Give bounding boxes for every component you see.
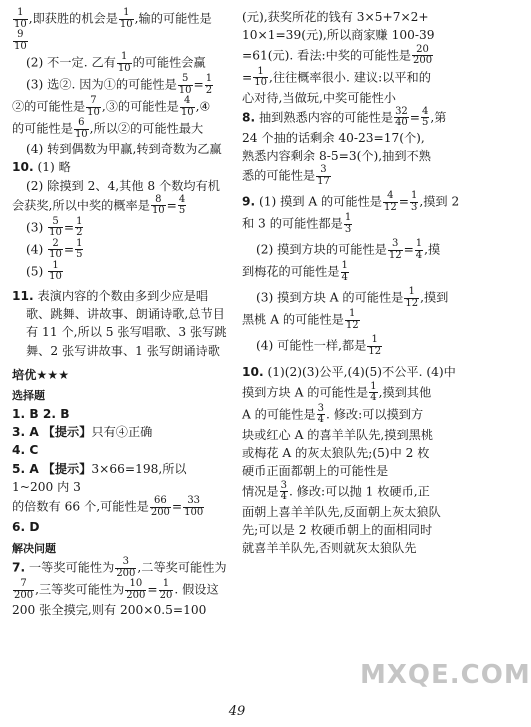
answer-6-part-3: (3) 选②. 因为①的可能性是 $\frac{5}{10}$ = $\frac{1}{2}$: [26, 73, 213, 96]
answer-6-part-2: (2) 不一定. 乙有 $\frac{1}{10}$ 的可能性会赢: [26, 51, 206, 74]
answer-10-right-7: 情况是 $\frac{3}{4}$ . 修改:可以抛 1 枚硬币,正: [242, 479, 430, 503]
answer-6-part-3-end: 的可能性是 $\frac{6}{10}$ ,所以②的可能性最大: [12, 117, 204, 140]
answer-5: 5. A 【提示】3×66=198,所以 1~200 内 3: [12, 461, 187, 495]
answer-10-right-2: 摸到方块 A 的可能性是 $\frac{1}{4}$ ,摸到其他: [242, 380, 432, 404]
hint-tag: 【提示】: [42, 461, 92, 476]
answer-7-right-1: (元),获奖所花的钱有 3×5+7×2+: [242, 10, 429, 24]
fraction: $\frac{1}{10}$: [117, 51, 131, 74]
answer-9-part-4: (4) 可能性一样,都是 $\frac{1}{12}$: [256, 334, 382, 357]
fraction: $\frac{1}{2}$: [205, 73, 213, 96]
answer-10-right-6: 硬币正面都朝上的可能性是: [242, 464, 389, 479]
answer-7-cont: $\frac{7}{200}$ ,三等奖可能性为 $\frac{10}{200}$ = $\frac{1}{20}$ . 假设这: [14, 578, 219, 601]
answer-10-right-3: A 的可能性是 $\frac{3}{4}$ . 修改:可以摸到方: [242, 402, 424, 426]
fraction: $\frac{3}{4}$: [317, 402, 324, 426]
answer-6: 6. D: [12, 520, 40, 535]
answer-8: 8. 抽到熟悉内容的可能性是 $\frac{32}{40}$ = $\frac{4}{5}$ ,第: [242, 105, 447, 129]
fraction: $\frac{1}{10}$: [119, 7, 133, 30]
fraction: $\frac{33}{100}$: [184, 495, 204, 518]
question-number: 9.: [242, 194, 256, 209]
fraction: $\frac{4}{5}$: [422, 105, 429, 129]
fraction: $\frac{1}{5}$: [76, 237, 83, 261]
answer-8-line-4: 悉的可能性是 $\frac{3}{17}$: [242, 164, 330, 187]
watermark-logo: MXQE.COM: [360, 660, 531, 690]
answer-9-part-1-cont: 和 3 的可能性都是 $\frac{1}{3}$: [242, 212, 352, 235]
question-number: 10.: [12, 160, 34, 175]
answer-6-part-4: (4) 转到偶数为甲赢,转到奇数为乙赢: [26, 142, 222, 156]
answer-8-line-3: 熟悉内容剩余 8-5=3(个),抽到不熟: [242, 149, 431, 164]
right-column: [242, 8, 464, 558]
fraction: $\frac{1}{2}$: [76, 215, 83, 239]
answer-11: 11. 表演内容的个数由多到少应是唱歌、跳舞、讲故事、朗诵诗歌,总节目有 11 个,所以 5 张写唱歌、3 张写跳舞、2 张写讲故事、1 张写朗诵诗歌: [12, 288, 227, 358]
fraction: $\frac{32}{40}$: [395, 105, 408, 129]
answer-7-right-5: 心对待,当做玩,中奖可能性小: [242, 90, 396, 105]
fraction: $\frac{1}{10}$: [254, 65, 267, 89]
answer-7-end: 200 张全摸完,则有 200×0.5=100: [12, 603, 207, 618]
fraction: $\frac{3}{4}$: [280, 479, 287, 503]
fraction: $\frac{1}{10}$: [14, 7, 27, 30]
answer-10-part-2: (2) 除摸到 2、4,其他 8 个数均有机: [26, 178, 220, 193]
fraction: $\frac{1}{4}$: [341, 260, 348, 283]
fraction: $\frac{20}{200}$: [412, 43, 433, 67]
answer-1-2: 1. B 2. B: [12, 406, 70, 421]
fraction: $\frac{9}{10}$: [14, 29, 27, 52]
answer-5-cont: 的倍数有 66 个,可能性是 $\frac{66}{200}$ = $\frac{33}{100}$: [12, 495, 204, 518]
fraction: $\frac{3}{12}$: [388, 238, 402, 261]
fraction: $\frac{1}{20}$: [159, 578, 173, 601]
question-number: 8.: [242, 110, 256, 125]
answer-9-part-3: (3) 摸到方块 A 的可能性是 $\frac{1}{12}$ ,摸到: [256, 286, 449, 309]
answer-6-part-3-cont: ②的可能性是 $\frac{7}{10}$ ,③的可能性是 $\frac{4}{10}$ ,④: [12, 95, 211, 118]
fraction: $\frac{8}{10}$: [151, 193, 165, 217]
answer-8-line-2: 24 个抽的话剩余 40-23=17(个),: [242, 130, 425, 145]
answer-9-part-3-cont: 黑桃 A 的可能性是 $\frac{1}{12}$: [242, 308, 359, 331]
answer-10-right-8: 面朝上喜羊羊队先,反面朝上灰太狼队: [242, 504, 441, 519]
answer-7-right-2: 10×1=39(元),所以商家赚 100-39: [242, 28, 435, 43]
fraction: $\frac{2}{10}$: [49, 237, 62, 261]
fraction: $\frac{1}{12}$: [405, 286, 419, 309]
fraction: $\frac{4}{10}$: [180, 95, 194, 118]
answer-10-part-1: 10. (1) 略: [12, 160, 71, 175]
answer-10-part-4: (4) $\frac{2}{10}$ = $\frac{1}{5}$: [26, 237, 83, 261]
subsection-problems: 解决问题: [12, 541, 56, 555]
answer-10-part-2-cont: 会获奖,所以中奖的概率是 $\frac{8}{10}$ = $\frac{4}{5}$: [12, 193, 186, 217]
left-column: [12, 8, 228, 619]
answer-4: 4. C: [12, 443, 39, 458]
fraction: $\frac{1}{3}$: [344, 212, 352, 235]
answer-10-part-5: (5) $\frac{1}{10}$: [26, 259, 62, 283]
answer-10-right-4: 块或红心 A 的喜羊羊队先,摸到黑桃: [242, 427, 434, 442]
question-number: 10.: [242, 365, 264, 380]
fraction: $\frac{6}{10}$: [74, 117, 88, 140]
fraction: $\frac{1}{4}$: [370, 380, 377, 404]
question-number: 11.: [12, 288, 34, 303]
answer-3: 3. A 【提示】只有④正确: [12, 425, 153, 440]
answer-7-right-4: = $\frac{1}{10}$ ,往往概率很小. 建议:以平和的: [242, 65, 431, 89]
answer-10-right: 10. (1)(2)(3)公平,(4)(5)不公平. (4)中: [242, 365, 456, 380]
fraction: $\frac{1}{4}$: [415, 238, 423, 261]
answer-9-part-2: (2) 摸到方块的可能性是 $\frac{3}{12}$ = $\frac{1}{4}$ ,摸: [256, 238, 441, 261]
answer-7: 7. 一等奖可能性为 $\frac{3}{200}$ ,二等奖可能性为: [12, 556, 227, 579]
fraction: $\frac{7}{200}$: [14, 578, 34, 601]
fraction: $\frac{1}{10}$: [49, 259, 62, 283]
page-number: 49: [228, 704, 246, 719]
fraction: $\frac{1}{12}$: [345, 308, 359, 331]
answer-10-right-9: 先;可以是 2 枚硬币朝上的面相同时: [242, 522, 433, 537]
fraction: $\frac{1}{3}$: [410, 190, 418, 213]
fraction: $\frac{1}{12}$: [368, 334, 382, 357]
fraction: $\frac{5}{10}$: [49, 215, 62, 239]
fraction: $\frac{5}{10}$: [178, 73, 192, 96]
answer-9-part-2-cont: 到梅花的可能性是 $\frac{1}{4}$: [242, 260, 348, 283]
answer-9-part-1: 9. (1) 摸到 A 的可能性是 $\frac{4}{12}$ = $\frac{1}{3}$ ,摸到 2: [242, 190, 460, 213]
answer-7-right-3: =61(元). 看法:中奖的可能性是 $\frac{20}{200}$: [242, 43, 433, 67]
fraction: $\frac{4}{12}$: [384, 190, 397, 213]
answer-10-part-3: (3) $\frac{5}{10}$ = $\frac{1}{2}$: [26, 215, 83, 239]
answer-10-right-5: 或梅花 A 的灰太狼队先;(5)中 2 枚: [242, 446, 430, 461]
hint-tag: 【提示】: [42, 425, 92, 440]
fraction: $\frac{4}{5}$: [178, 193, 186, 217]
fraction: $\frac{10}{200}$: [126, 578, 146, 601]
fraction: $\frac{3}{17}$: [317, 164, 330, 187]
fraction: $\frac{7}{10}$: [87, 95, 100, 118]
answer-10-right-10: 就喜羊羊队先,否则就灰太狼队先: [242, 541, 417, 556]
fraction: $\frac{66}{200}$: [150, 495, 170, 518]
subsection-choice: 选择题: [12, 389, 45, 403]
section-heading: 培优★★★: [12, 368, 70, 383]
fraction: $\frac{3}{200}$: [116, 556, 136, 579]
answer-6-line-1: $\frac{1}{10}$ ,即获胜的机会是 $\frac{1}{10}$ ,输的可能性是 $\frac{9}{10}$: [14, 7, 212, 52]
